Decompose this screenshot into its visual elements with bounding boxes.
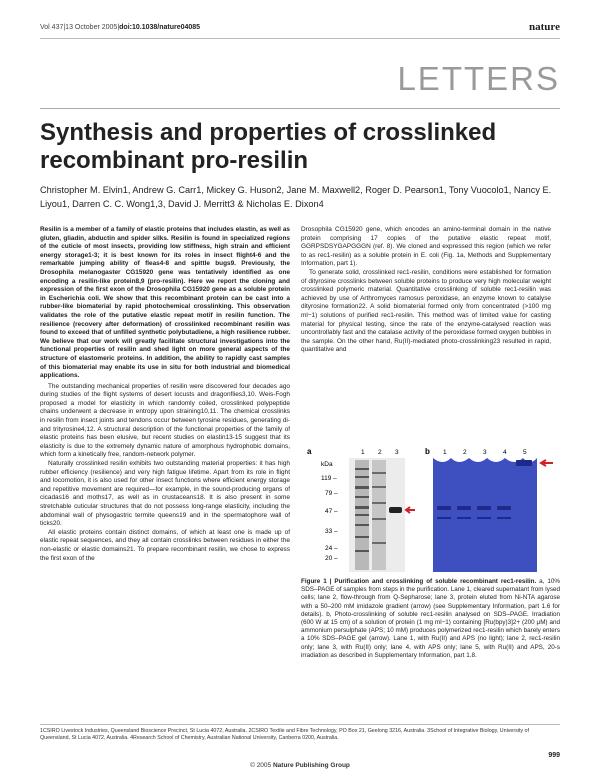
journal-name: nature	[529, 21, 560, 33]
affiliations: 1CSIRO Livestock Industries, Queensland Bioscience Precinct, St Lucia 4072, Australia. 2CSIRO Textile and Fibre Technology, PO Box 21, Geelong 3216, Australia. 3School of Integrative Biology, University of Queensland, St Lucia 4072, Australia. 4Research School of Chemistry, Australian National University, Canberra 0200, Australia.	[40, 724, 560, 742]
publisher: Nature Publishing Group	[272, 762, 350, 769]
mw-marker: 33 –	[325, 528, 338, 535]
volume-date: Vol 437|13 October 2005|	[40, 24, 120, 31]
caption-label: Figure 1 | Purification and crosslinking of soluble recombinant rec1-resilin.	[301, 578, 537, 585]
arrow-icon	[406, 507, 415, 513]
gel-b	[433, 458, 537, 572]
copyright-prefix: © 2005	[250, 762, 273, 769]
page-number: 999	[548, 752, 560, 759]
lane-number: 1	[361, 449, 365, 456]
mw-markers	[321, 475, 338, 562]
body-paragraph: All elastic proteins contain distinct domains, of which at least one is made up of elastic repeat sequences, and they all contain crosslinks between residues in either the non-elastic or elastic domains21. To prepare recombinant resilin, we chose to express the first exon of the	[40, 528, 290, 562]
lane-number: 5	[523, 449, 527, 456]
author-list: Christopher M. Elvin1, Andrew G. Carr1, Mickey G. Huson2, Jane M. Maxwell2, Roger D. Pearson1, Tony Vuocolo1, Nancy E. Liyou1, Darren C. C. Wong1,3, David J. Merritt3 & Nicholas E. Dixon4	[40, 185, 552, 209]
mw-marker: 20 –	[325, 555, 338, 562]
lane-number: 3	[483, 449, 487, 456]
lane-number: 3	[395, 449, 399, 456]
lane-number: 1	[443, 449, 447, 456]
panel-b-label: b	[425, 447, 430, 456]
article-title: Synthesis and properties of crosslinked recombinant pro-resilin	[40, 119, 497, 174]
lane-numbers-b	[443, 449, 527, 456]
body-paragraph: Drosophila CG15920 gene, which encodes an amino-terminal domain in the native protein comprising 17 copies of the putative elastic repeat motif, GGRPSDSYGAPGGGN (ref. 8). We cloned and expressed this region (which we refer to as rec1-resilin) as a soluble protein in E. coli (Fig. 1a, Methods and Supplementary Information, part 1).	[301, 226, 551, 268]
mw-marker: 24 –	[325, 545, 338, 552]
doi: doi:10.1038/nature04085	[119, 24, 201, 31]
arrow-icon	[541, 460, 553, 466]
kda-label: kDa	[321, 461, 333, 468]
abstract: Resilin is a member of a family of elastic proteins that includes elastin, as well as gluten, gliadin, abductin and spider silks. Resilin is found in specialized regions of the cuticle of most insects, providing low stiffness, high strain and efficient energy storage1-3; it is best known for its roles in insect flight4-6 and the remarkable jumping ability of fleas4-8 and spittle bugs9. Previously, the Drosophila melanogaster CG15920 gene was tentatively identified as one encoding a resilin-like protein8,9 (pro-resilin). Here we report the cloning and expression of the first exon of the Drosophila CG15920 gene as a soluble protein in Escherichia coli. We show that this recombinant protein can be cast into a rubber-like biomaterial by rapid photochemical crosslinking. This observation validates the role of the putative elastic repeat motif in resilin function. The resilience (recovery after deformation) of crosslinked recombinant resilin was found to exceed that of unfilled synthetic polybutadiene, a high resilience rubber. We believe that our work will greatly facilitate structural investigations into the functional properties of resilin and shed light on more general aspects of the structure of elastomeric proteins. In addition, the ability to rapidly cast samples of this biomaterial may enable its use in situ for both industrial and biomedical applications.	[40, 226, 290, 380]
lane-number: 4	[503, 449, 507, 456]
lane-number: 2	[463, 449, 467, 456]
body-paragraph: To generate solid, crosslinked rec1-resilin, conditions were established for formation of dityrosine crosslinks between soluble proteins to produce very high molecular weight crosslinked polymeric material. Quantitative crosslinking of soluble rec1-resilin was achieved by use of Arthromyces ramosus peroxidase, an enzyme known to catalyse dityrosine formation22. A solid biomaterial formed only from concentrated (>100 mg ml−1) solutions of purified rec1-resilin. This method was of limited value for casting material for physical testing, since the rate of the enzyme-catalysed reaction was uncontrollably fast and the catalase activity of the peroxidase formed oxygen bubbles in the sample. On the other hand, Ru(II)-mediated photo-crosslinking23 resulted in rapid, quantitative and	[301, 268, 551, 354]
right-column	[301, 226, 551, 355]
page-header	[40, 18, 560, 39]
body-paragraph: Naturally crosslinked resilin exhibits two outstanding material properties: it has high rubber efficiency (resilience) and very high fatigue lifetime. Apart from its role in flight and locomotion, it is also used for other insect functions where efficient energy storage and repetitive movement are required—for example, in the sound-producing organs of cicadas16 and moths17, as well as in crustaceans18. It is also present in some stretchable cuticular structures that do not possess long-range elasticity, including the abdominal wall of physogastric termite queens19 and in the spermatophore wall of ticks20.	[40, 460, 290, 528]
panel-a-label: a	[307, 447, 312, 456]
body-paragraph: The outstanding mechanical properties of resilin were discovered four decades ago during studies of the flight systems of desert locusts and dragonflies3,10. Weis-Fogh proposed a model for elasticity in which randomly coiled, crosslinked polypeptide chains underwent a decrease in entropy upon straining10,11. The chemical crosslinks in resilin from insect joints and tendons occur between tyrosine residues, generating di- and trityrosine4,12. A structural description of the functional properties of the family of elastic proteins has been elusive, but recent studies on elastin13-15 suggest that its elasticity is due to the extremely dynamic nature of amorphous hydrophobic domains, which form a kinetically free, random-network polymer.	[40, 382, 290, 459]
mw-marker: 79 –	[325, 490, 338, 497]
title-rule	[40, 108, 560, 109]
gel-images	[301, 446, 560, 574]
section-label: LETTERS	[397, 60, 560, 97]
figure-caption	[301, 578, 560, 660]
mw-marker: 119 –	[321, 475, 337, 482]
left-column	[40, 226, 290, 563]
lane-number: 2	[378, 449, 382, 456]
caption-text: a, 10% SDS–PAGE of samples from steps in the purification. Lane 1, cleared supernatant from lysed cells; lane 2, flow-through from Q-Sepharose; lane 3, protein eluted from Ni-NTA agarose with a 50–200 mM imidazole gradient (arrow) (see Supplementary Information, part 1.6 for details). b, Photo-crosslinking of soluble rec1-resilin analysed on SDS–PAGE. Irradiation (600 W at 15 cm) of a solution of protein (1 mg ml−1) containing [Ru(bpy)3]2+ (200 μM) and ammonium persulphate (APS; 10 mM) produces polymerized rec1-resilin which barely enters a 10% SDS–PAGE gel (arrow). Lane 1, with Ru(II) and APS (no light); lane 2, rec1-resilin only; lane 3, with Ru(II) only; lane 4, with APS only; lane 5, with Ru(II) and APS, 20-s irradiation as described in Supplementary Information, part 1.8.	[301, 578, 560, 659]
mw-marker: 47 –	[325, 508, 338, 515]
copyright	[0, 762, 600, 769]
lane-a3-band	[389, 507, 402, 513]
lane-a2-smear	[372, 460, 386, 570]
citation	[40, 24, 200, 31]
lane-numbers-a	[361, 449, 399, 456]
